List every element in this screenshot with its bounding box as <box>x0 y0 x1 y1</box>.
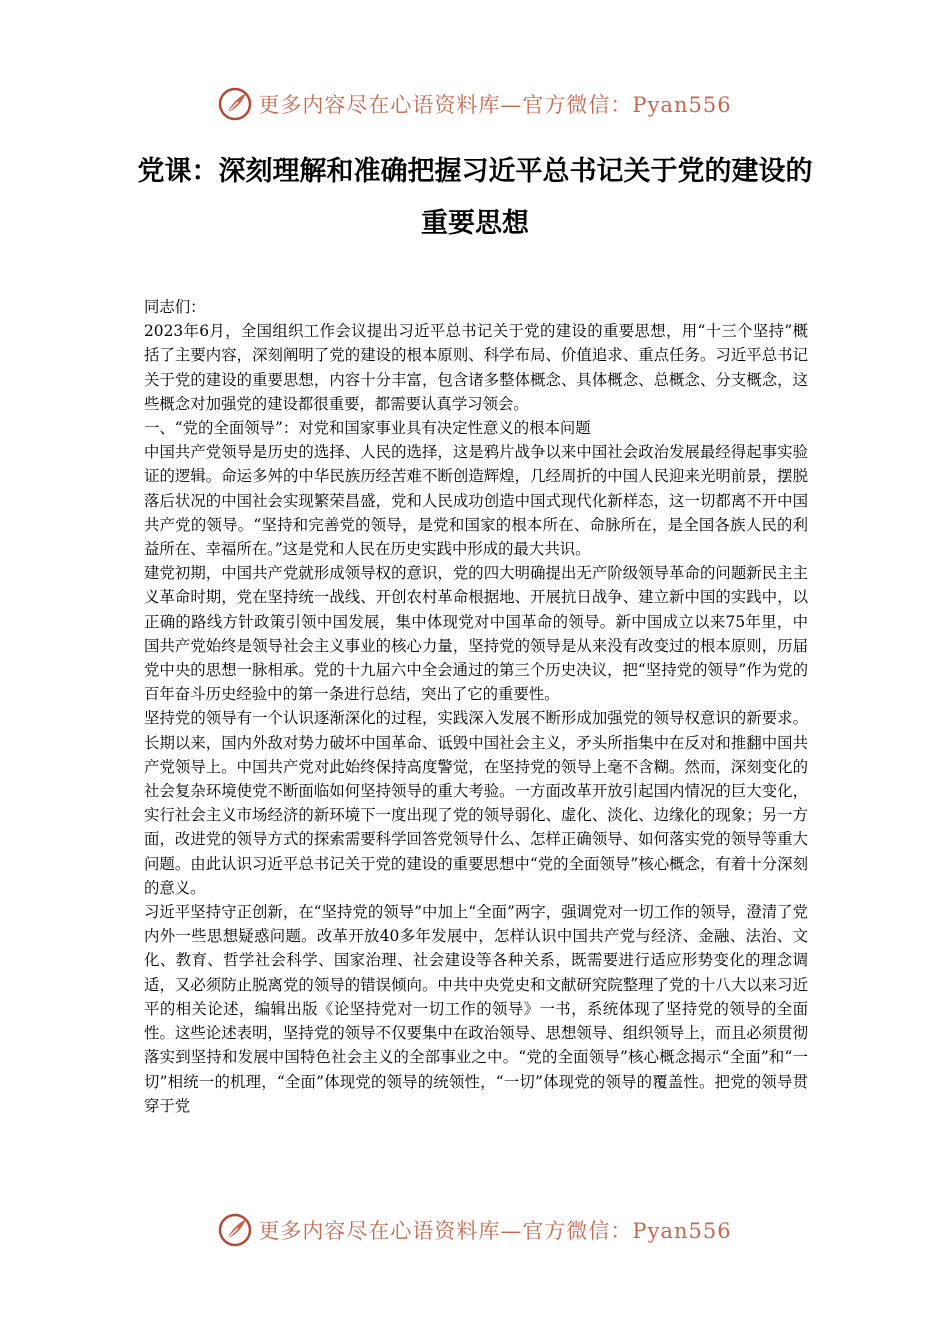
quill-logo-icon <box>218 1213 252 1247</box>
paragraph: 习近平坚持守正创新，在“坚持党的领导”中加上“全面”两字，强调党对一切工作的领导，澄清了党内外一些思想疑惑问题。改革开放40多年发展中，怎样认识中国共产党与经济、金融、法治、文化、教育、哲学社会科学、国家治理、社会建设等各种关系，既需要进行适应形势变化的理念调适，又必须防止脱离党的领导的错误倾向。中共中央党史和文献研究院整理了党的十八大以来习近平的相关论述，编辑出版《论坚持党对一切工作的领导》一书，系统体现了坚持党的领导的全面性。这些论述表明，坚持党的领导不仅要集中在政治领导、思想领导、组织领导上，而且必须贯彻落实到坚持和发展中国特色社会主义的全部事业之中。“党的全面领导”核心概念揭示“全面”和“一切”相统一的机理，“全面”体现党的领导的统领性，“一切”体现党的领导的覆盖性。把党的领导贯穿于党 <box>144 903 808 1115</box>
paragraph: 坚持党的领导有一个认识逐渐深化的过程，实践深入发展不断形成加强党的领导权意识的新要求。长期以来，国内外敌对势力破坏中国革命、诋毁中国社会主义，矛头所指集中在反对和推翻中国共产党领导上。中国共产党对此始终保持高度警觉，在坚持党的领导上毫不含糊。然而，深刻变化的社会复杂环境使党不断面临如何坚持领导的重大考验。一方面改革开放引起国内情况的巨大变化，实行社会主义市场经济的新环境下一度出现了党的领导弱化、虚化、淡化、边缘化的现象；另一方面，改进党的领导方式的探索需要科学回答党领导什么、怎样正确领导、如何落实党的领导等重大问题。由此认识习近平总书记关于党的建设的重要思想中“党的全面领导”核心概念，有着十分深刻的意义。 <box>144 709 808 897</box>
paragraph: 建党初期，中国共产党就形成领导权的意识，党的四大明确提出无产阶级领导革命的问题新民主主义革命时期，党在坚持统一战线、开创农村革命根据地、开展抗日战争、建立新中国的实践中，以正确的路线方针政策引领中国发展，集中体现党对中国革命的领导。新中国成立以来75年里，中国共产党始终是领导社会主义事业的核心力量，坚持党的领导是从来没有改变过的根本原则，历届党中央的思想一脉相承。党的十九届六中全会通过的第三个历史决议，把“坚持党的领导”作为党的百年奋斗历史经验中的第一条进行总结，突出了它的重要性。 <box>144 564 808 704</box>
document-body <box>144 295 808 1118</box>
quill-logo-icon <box>218 87 252 121</box>
paragraph: 中国共产党领导是历史的选择、人民的选择，这是鸦片战争以来中国社会政治发展最经得起事实验证的逻辑。命运多舛的中华民族历经苦难不断创造辉煌，几经周折的中国人民迎来光明前景，摆脱落后状况的中国社会实现繁荣昌盛，党和人民成功创造中国式现代化新样态，这一切都离不开中国共产党的领导。“坚持和完善党的领导，是党和国家的根本所在、命脉所在，是全国各族人民的利益所在、幸福所在。”这是党和人民在历史实践中形成的最大共识。 <box>144 443 808 559</box>
watermark-banner-top <box>0 82 950 126</box>
section-heading: 一、“党的全面领导”：对党和国家事业具有决定性意义的根本问题 <box>144 419 591 438</box>
greeting: 同志们： <box>144 298 206 316</box>
document-title: 党课：深刻理解和准确把握习近平总书记关于党的建设的重要思想 <box>137 156 813 239</box>
watermark-text: 更多内容尽在心语资料库—官方微信：Pyan556 <box>258 1219 732 1243</box>
paragraph: 2023年6月，全国组织工作会议提出习近平总书记关于党的建设的重要思想，用“十三个坚持”概括了主要内容，深刻阐明了党的建设的根本原则、科学布局、价值追求、重点任务。习近平总书记关于党的建设的重要思想，内容十分丰富，包含诸多整体概念、具体概念、总概念、分支概念，这些概念对加强党的建设都很重要，都需要认真学习领会。 <box>144 322 808 413</box>
watermark-banner-bottom <box>0 1208 950 1252</box>
watermark-text: 更多内容尽在心语资料库—官方微信：Pyan556 <box>258 93 732 117</box>
